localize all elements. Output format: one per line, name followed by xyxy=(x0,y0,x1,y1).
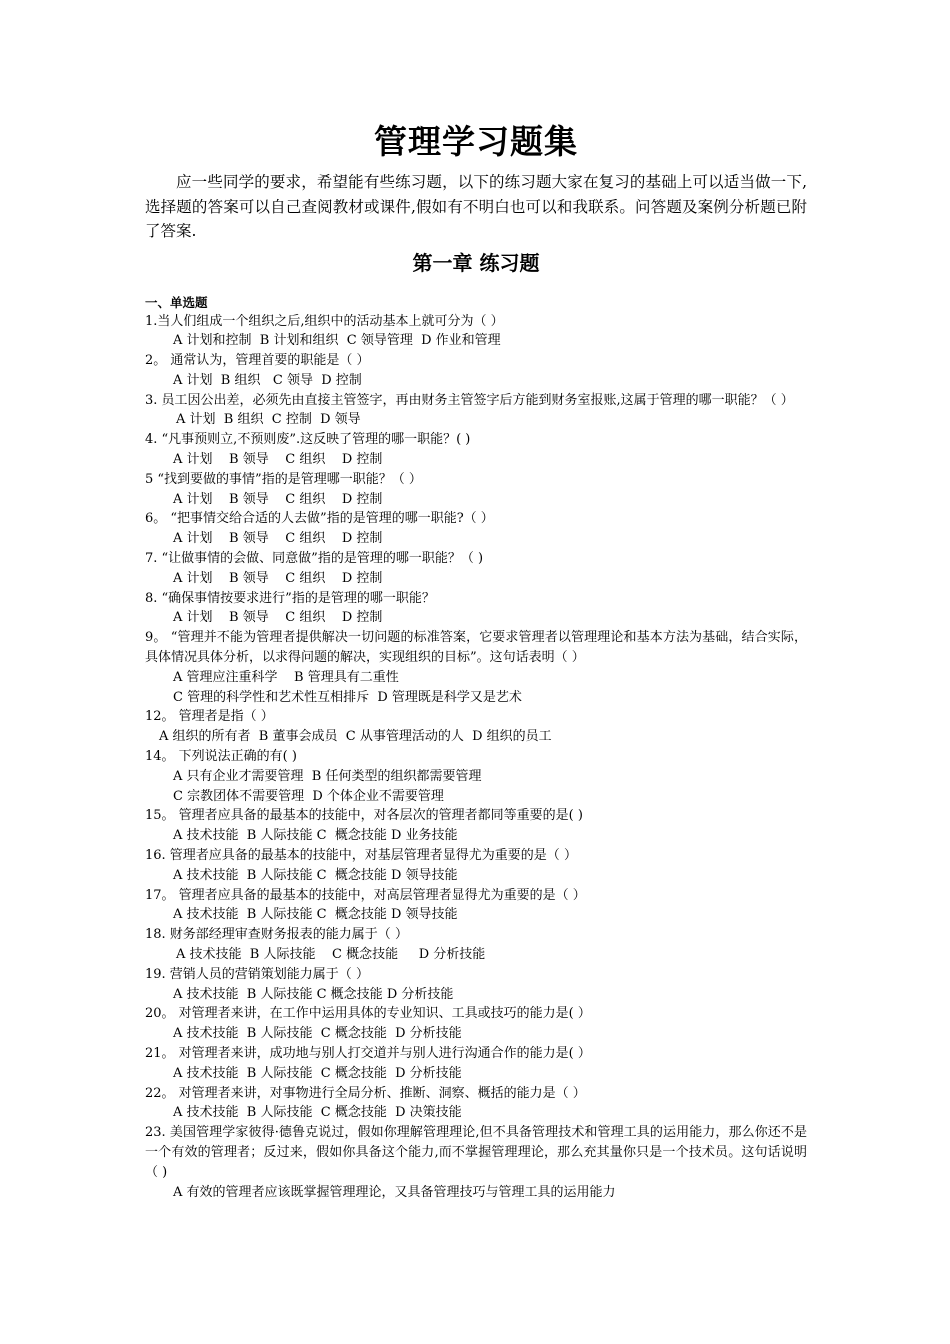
answer-options: C 管理的科学性和艺术性互相排斥 D 管理既是科学又是艺术 xyxy=(173,689,522,705)
question-text: 12。 管理者是指（ ） xyxy=(145,709,274,725)
answer-options: A 计划 B 领导 C 组织 D 控制 xyxy=(173,570,383,586)
question-text: 15。 管理者应具备的最基本的技能中，对各层次的管理者都同等重要的是( ) xyxy=(145,808,583,824)
answer-options: A 只有企业才需要管理 B 任何类型的组织都需要管理 xyxy=(173,768,482,784)
answer-options: A 计划 B 组织 C 领导 D 控制 xyxy=(173,372,362,388)
answer-options: A 组织的所有者 B 董事会成员 C 从事管理活动的人 D 组织的员工 xyxy=(159,729,552,745)
question-text: 23. 美国管理学家彼得·德鲁克说过，假如你理解管理理论,但不具备管理技术和管理工具的运用能力，那么你还不是一个有效的管理者；反过来，假如你具备这个能力,而不掌握管理理论，那么充其量你只是一个技术员。这句话说明（ ) xyxy=(145,1125,807,1180)
question-list xyxy=(145,312,807,1203)
answer-options: A 计划 B 组织 C 控制 D 领导 xyxy=(176,412,361,428)
intro-paragraph: 应一些同学的要求，希望能有些练习题，以下的练习题大家在复习的基础上可以适当做一下,选择题的答案可以自己查阅教材或课件,假如有不明白也可以和我联系。问答题及案例分析题已附了答案. xyxy=(145,173,807,240)
question-text: 22。 对管理者来讲，对事物进行全局分析、推断、洞察、概括的能力是（ ） xyxy=(145,1085,586,1101)
answer-options: A 有效的管理者应该既掌握管理理论，又具备管理技巧与管理工具的运用能力 xyxy=(173,1184,616,1200)
question-text: 21。 对管理者来讲，成功地与别人打交道并与别人进行沟通合作的能力是( ） xyxy=(145,1045,591,1061)
question-text: 5 “找到要做的事情”指的是管理哪一职能？（ ） xyxy=(145,471,422,487)
answer-options: A 技术技能 B 人际技能 C 概念技能 D 领导技能 xyxy=(173,867,458,883)
question-text: 14。 下列说法正确的有( ) xyxy=(145,749,297,765)
question-text: 18. 财务部经理审查财务报表的能力属于（ ） xyxy=(145,927,408,943)
document-page xyxy=(145,118,807,1202)
question-text: 4. “凡事预则立,不预则废”.这反映了管理的哪一职能？( ) xyxy=(145,432,471,448)
answer-options: A 技术技能 B 人际技能 C 概念技能 D 决策技能 xyxy=(173,1105,462,1121)
answer-options: A 计划 B 领导 C 组织 D 控制 xyxy=(173,610,383,626)
answer-options: A 管理应注重科学 B 管理具有二重性 xyxy=(173,669,399,685)
answer-options: A 技术技能 B 人际技能 C 概念技能 D 领导技能 xyxy=(173,907,458,923)
answer-options: A 技术技能 B 人际技能 C 概念技能 D 分析技能 xyxy=(173,1026,462,1042)
question-text: 3. 员工因公出差，必须先由直接主管签字，再由财务主管签字后方能到财务室报账,这属于管理的哪一职能？（ ） xyxy=(145,392,794,408)
answer-options: A 计划 B 领导 C 组织 D 控制 xyxy=(173,452,383,468)
answer-options: A 计划和控制 B 计划和组织 C 领导管理 D 作业和管理 xyxy=(173,333,501,349)
chapter-heading: 第一章 练习题 xyxy=(412,250,540,275)
question-text: 2。 通常认为，管理首要的职能是（ ） xyxy=(145,353,370,369)
question-text: 6。 “把事情交给合适的人去做”指的是管理的哪一职能?（ ） xyxy=(145,511,494,527)
answer-options: A 技术技能 B 人际技能 C 概念技能 D 业务技能 xyxy=(173,828,458,844)
answer-options: A 技术技能 B 人际技能 C 概念技能 D 分析技能 xyxy=(176,947,486,962)
question-text: 1.当人们组成一个组织之后,组织中的活动基本上就可分为（ ） xyxy=(145,313,504,329)
answer-options: A 计划 B 领导 C 组织 D 控制 xyxy=(173,531,383,547)
section-heading: 一、单选题 xyxy=(145,294,208,310)
document-title: 管理学习题集 xyxy=(374,122,578,161)
question-text: 9。 “管理并不能为管理者提供解决一切问题的标准答案，它要求管理者以管理理论和基本方法为基础，结合实际，具体情况具体分析，以求得问题的解决，实现组织的目标”。这句话表明（ ） xyxy=(145,630,807,666)
question-text: 17。 管理者应具备的最基本的技能中，对高层管理者显得尤为重要的是（ ） xyxy=(145,887,586,903)
question-text: 7. “让做事情的会做、同意做”指的是管理的哪一职能？（ ) xyxy=(145,551,484,567)
question-text: 19. 营销人员的营销策划能力属于（ ） xyxy=(145,966,369,982)
answer-options: A 计划 B 领导 C 组织 D 控制 xyxy=(173,491,383,507)
question-text: 16. 管理者应具备的最基本的技能中，对基层管理者显得尤为重要的是（ ） xyxy=(145,848,577,864)
question-text: 20。 对管理者来讲，在工作中运用具体的专业知识、工具或技巧的能力是( ） xyxy=(145,1006,591,1022)
answer-options: A 技术技能 B 人际技能 C 概念技能 D 分析技能 xyxy=(173,986,454,1002)
question-text: 8. “确保事情按要求进行”指的是管理的哪一职能？ xyxy=(145,590,435,606)
answer-options: C 宗教团体不需要管理 D 个体企业不需要管理 xyxy=(173,788,444,804)
answer-options: A 技术技能 B 人际技能 C 概念技能 D 分析技能 xyxy=(173,1065,462,1081)
